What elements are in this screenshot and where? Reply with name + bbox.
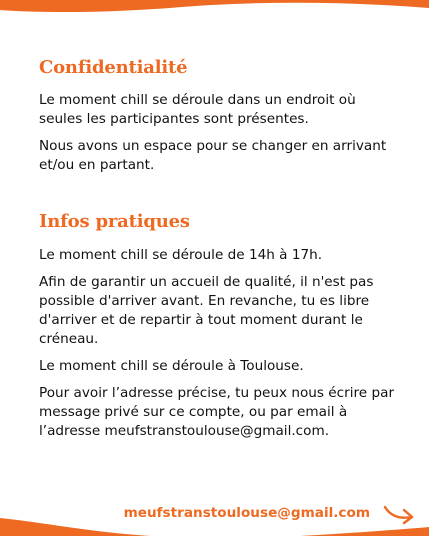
infos-paragraph-1: Le moment chill se déroule de 14h à 17h. xyxy=(39,247,323,263)
main-content xyxy=(39,57,399,441)
confidentialite-paragraph-1: Le moment chill se déroule dans un endroit où seules les participantes sont présentes. xyxy=(39,92,356,127)
bottom-wave-decoration xyxy=(0,506,429,536)
footer-email: meufstranstoulouse@gmail.com xyxy=(123,505,370,521)
top-wave-decoration xyxy=(0,0,429,24)
infos-pratiques-heading: Infos pratiques xyxy=(39,211,190,232)
infos-paragraph-3: Le moment chill se déroule à Toulouse. xyxy=(39,358,304,374)
confidentialite-heading: Confidentialité xyxy=(39,57,188,78)
confidentialite-paragraph-2: Nous avons un espace pour se changer en arrivant et/ou en partant. xyxy=(39,138,387,173)
infos-paragraph-2: Afin de garantir un accueil de qualité, il n'est pas possible d'arriver avant. En revanche, tu es libre d'arriver et de repartir à tout moment durant le créneau. xyxy=(39,274,374,347)
infos-paragraph-4: Pour avoir l’adresse précise, tu peux nous écrire par message privé sur ce compte, ou par email à l’adresse meufstranstoulouse@gmail.com. xyxy=(39,385,395,439)
